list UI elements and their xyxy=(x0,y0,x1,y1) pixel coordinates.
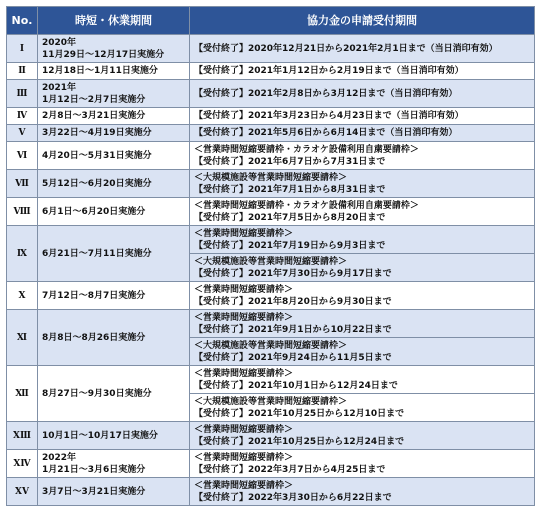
row-number: Ⅺ xyxy=(7,310,38,366)
row-number: Ⅲ xyxy=(7,80,38,108)
header-no: No. xyxy=(7,7,38,35)
row-period: 6月21日～7月11日実施分 xyxy=(38,226,190,282)
row-period: 3月7日～3月21日実施分 xyxy=(38,478,190,506)
row-period: 2021年 1月12日～2月7日実施分 xyxy=(38,80,190,108)
row-period: 4月20日～5月31日実施分 xyxy=(38,142,190,170)
table-row xyxy=(7,63,535,80)
header-period: 時短・休業期間 xyxy=(38,7,190,35)
table-row xyxy=(7,226,535,254)
table-row xyxy=(7,282,535,310)
row-application-period: 【受付終了】2021年5月6日から6月14日まで（当日消印有効） xyxy=(190,125,535,142)
row-period: 2月8日～3月21日実施分 xyxy=(38,108,190,125)
row-number: Ⅸ xyxy=(7,226,38,282)
row-number: ⅩⅣ xyxy=(7,450,38,478)
row-period: 2022年 1月21日～3月6日実施分 xyxy=(38,450,190,478)
row-application-period: 【受付終了】2021年3月23日から4月23日まで（当日消印有効） xyxy=(190,108,535,125)
row-period: 8月27日～9月30日実施分 xyxy=(38,366,190,422)
row-number: Ⅹ xyxy=(7,282,38,310)
table-row xyxy=(7,125,535,142)
row-number: ⅩⅤ xyxy=(7,478,38,506)
row-application-period: ＜営業時間短縮要請枠＞ 【受付終了】2022年3月7日から4月25日まで xyxy=(190,450,535,478)
row-application-period: ＜営業時間短縮要請枠＞ 【受付終了】2021年10月25日から12月24日まで xyxy=(190,422,535,450)
table-row xyxy=(7,478,535,506)
row-period: 2020年 11月29日～12月17日実施分 xyxy=(38,35,190,63)
cooperation-fee-table-container xyxy=(6,6,534,506)
row-number: Ⅷ xyxy=(7,198,38,226)
row-application-period: ＜営業時間短縮要請枠＞ 【受付終了】2021年10月1日から12月24日まで xyxy=(190,366,535,394)
row-application-period: 【受付終了】2021年1月12日から2月19日まで（当日消印有効） xyxy=(190,63,535,80)
row-application-period: ＜大規模施設等営業時間短縮要請枠＞ 【受付終了】2021年7月1日から8月31日まで xyxy=(190,170,535,198)
row-application-period: ＜営業時間短縮要請枠＞ 【受付終了】2021年8月20日から9月30日まで xyxy=(190,282,535,310)
row-number: ⅩⅢ xyxy=(7,422,38,450)
table-body xyxy=(7,35,535,506)
row-number: Ⅳ xyxy=(7,108,38,125)
table-row xyxy=(7,422,535,450)
row-application-period: ＜営業時間短縮要請枠・カラオケ設備利用自粛要請枠＞ 【受付終了】2021年6月7日から7月31日まで xyxy=(190,142,535,170)
table-row xyxy=(7,35,535,63)
table-header-row xyxy=(7,7,535,35)
table-row xyxy=(7,450,535,478)
row-period: 5月12日～6月20日実施分 xyxy=(38,170,190,198)
row-application-period: ＜営業時間短縮要請枠・カラオケ設備利用自粛要請枠＞ 【受付終了】2021年7月5日から8月20日まで xyxy=(190,198,535,226)
header-application-period: 協力金の申請受付期間 xyxy=(190,7,535,35)
table-row xyxy=(7,198,535,226)
table-row xyxy=(7,366,535,394)
table-row xyxy=(7,310,535,338)
row-number: Ⅶ xyxy=(7,170,38,198)
row-period: 8月8日～8月26日実施分 xyxy=(38,310,190,366)
row-number: Ⅰ xyxy=(7,35,38,63)
row-number: Ⅱ xyxy=(7,63,38,80)
row-application-period: ＜営業時間短縮要請枠＞ 【受付終了】2022年3月30日から6月22日まで xyxy=(190,478,535,506)
row-period: 6月1日～6月20日実施分 xyxy=(38,198,190,226)
row-period: 3月22日～4月19日実施分 xyxy=(38,125,190,142)
row-application-period: ＜大規模施設等営業時間短縮要請枠＞ 【受付終了】2021年7月30日から9月17日まで xyxy=(190,254,535,282)
row-number: Ⅵ xyxy=(7,142,38,170)
table-row xyxy=(7,170,535,198)
row-period: 10月1日～10月17日実施分 xyxy=(38,422,190,450)
table-row xyxy=(7,80,535,108)
row-period: 12月18日～1月11日実施分 xyxy=(38,63,190,80)
row-application-period: ＜営業時間短縮要請枠＞ 【受付終了】2021年7月19日から9月3日まで xyxy=(190,226,535,254)
row-application-period: ＜営業時間短縮要請枠＞ 【受付終了】2021年9月1日から10月22日まで xyxy=(190,310,535,338)
table-row xyxy=(7,108,535,125)
row-number: Ⅻ xyxy=(7,366,38,422)
table-row xyxy=(7,142,535,170)
row-application-period: ＜大規模施設等営業時間短縮要請枠＞ 【受付終了】2021年9月24日から11月5日まで xyxy=(190,338,535,366)
row-application-period: 【受付終了】2021年2月8日から3月12日まで（当日消印有効） xyxy=(190,80,535,108)
cooperation-fee-schedule-table xyxy=(6,6,535,506)
row-period: 7月12日～8月7日実施分 xyxy=(38,282,190,310)
row-application-period: ＜大規模施設等営業時間短縮要請枠＞ 【受付終了】2021年10月25日から12月10日まで xyxy=(190,394,535,422)
row-number: Ⅴ xyxy=(7,125,38,142)
row-application-period: 【受付終了】2020年12月21日から2021年2月1日まで（当日消印有効） xyxy=(190,35,535,63)
